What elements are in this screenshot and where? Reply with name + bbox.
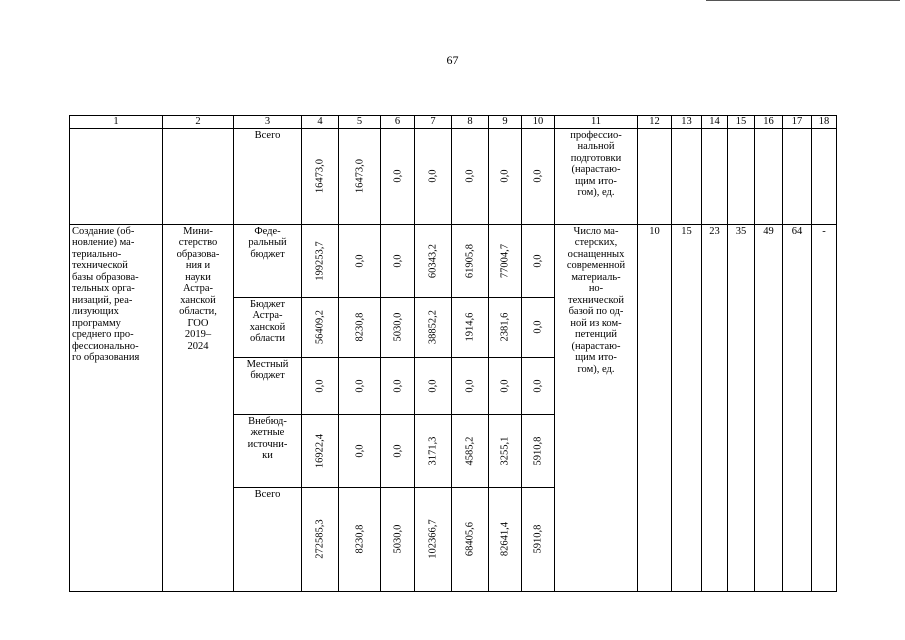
value-cell: 16922,4 (302, 414, 339, 487)
header-cell: 8 (452, 116, 489, 129)
source-cell: Бюджет Астра- ханской области (234, 297, 302, 357)
header-cell: 6 (381, 116, 415, 129)
value-cell: 2381,6 (489, 297, 522, 357)
value-cell: 0,0 (415, 128, 452, 224)
value-cell: 102366,7 (415, 487, 452, 591)
header-cell: 17 (783, 116, 812, 129)
value-cell: 1914,6 (452, 297, 489, 357)
value-cell: 0,0 (381, 414, 415, 487)
source-cell: Внебюд- жетные источни- ки (234, 414, 302, 487)
header-cell: 3 (234, 116, 302, 129)
empty-cell (728, 128, 755, 224)
value-cell: 0,0 (489, 357, 522, 414)
header-cell: 12 (638, 116, 672, 129)
value-cell: 8230,8 (339, 487, 381, 591)
value-cell: 0,0 (415, 357, 452, 414)
value-cell: 5910,8 (522, 414, 555, 487)
value-cell: 82641,4 (489, 487, 522, 591)
measure-name-cell: Создание (об- новление) ма- териально- технической базы образова- тельных орга- низаций, реа- лизующих программу среднего про- фессионально- го образования (70, 224, 163, 591)
target-value-cell: - (812, 224, 837, 591)
header-cell: 9 (489, 116, 522, 129)
value-cell: 0,0 (339, 414, 381, 487)
source-cell: Феде- ральный бюджет (234, 224, 302, 297)
value-cell: 0,0 (302, 357, 339, 414)
header-cell: 2 (163, 116, 234, 129)
value-cell: 61905,8 (452, 224, 489, 297)
header-cell: 5 (339, 116, 381, 129)
target-value-cell: 10 (638, 224, 672, 591)
value-cell: 4585,2 (452, 414, 489, 487)
value-cell: 5030,0 (381, 297, 415, 357)
header-cell: 7 (415, 116, 452, 129)
header-cell: 18 (812, 116, 837, 129)
financing-table (69, 115, 837, 592)
executor-cell: Мини- стерство образова- ния и науки Астра- ханской области, ГОО 2019– 2024 (163, 224, 234, 591)
value-cell: 0,0 (452, 128, 489, 224)
value-cell: 60343,2 (415, 224, 452, 297)
empty-cell (702, 128, 728, 224)
header-cell: 1 (70, 116, 163, 129)
header-cell: 11 (555, 116, 638, 129)
empty-cell (638, 128, 672, 224)
header-row (70, 116, 837, 129)
value-cell: 0,0 (489, 128, 522, 224)
value-cell: 38852,2 (415, 297, 452, 357)
indicator-cell: профессио- нальной подготовки (нарастаю- щим ито- гом), ед. (555, 128, 638, 224)
header-cell: 10 (522, 116, 555, 129)
value-cell: 0,0 (452, 357, 489, 414)
value-cell: 16473,0 (302, 128, 339, 224)
header-cell: 13 (672, 116, 702, 129)
page-number: 67 (446, 53, 459, 67)
source-row (70, 224, 837, 297)
source-cell: Всего (234, 487, 302, 591)
value-cell: 0,0 (522, 128, 555, 224)
value-cell: 3255,1 (489, 414, 522, 487)
empty-cell (755, 128, 783, 224)
empty-cell (672, 128, 702, 224)
value-cell: 0,0 (339, 224, 381, 297)
header-cell: 4 (302, 116, 339, 129)
value-cell: 77004,7 (489, 224, 522, 297)
value-cell: 56409,2 (302, 297, 339, 357)
header-cell: 14 (702, 116, 728, 129)
value-cell: 3171,3 (415, 414, 452, 487)
empty-cell (812, 128, 837, 224)
value-cell: 199253,7 (302, 224, 339, 297)
value-cell: 0,0 (381, 224, 415, 297)
empty-cell (163, 128, 234, 224)
target-value-cell: 49 (755, 224, 783, 591)
value-cell: 8230,8 (339, 297, 381, 357)
value-cell: 0,0 (381, 357, 415, 414)
indicator-cell: Число ма- стерских, оснащенных современной материаль- но- технической базой по од- ной из ком- петенций (нарастаю- щим ито- гом), ед. (555, 224, 638, 591)
header-cell: 15 (728, 116, 755, 129)
header-cell: 16 (755, 116, 783, 129)
value-cell: 0,0 (522, 357, 555, 414)
top-rule (706, 0, 900, 1)
target-value-cell: 35 (728, 224, 755, 591)
source-cell: Местный бюджет (234, 357, 302, 414)
value-cell: 272585,3 (302, 487, 339, 591)
value-cell: 0,0 (339, 357, 381, 414)
empty-cell (783, 128, 812, 224)
target-value-cell: 64 (783, 224, 812, 591)
value-cell: 5910,8 (522, 487, 555, 591)
target-value-cell: 15 (672, 224, 702, 591)
empty-cell (70, 128, 163, 224)
value-cell: 0,0 (522, 297, 555, 357)
value-cell: 16473,0 (339, 128, 381, 224)
source-cell: Всего (234, 128, 302, 224)
value-cell: 0,0 (381, 128, 415, 224)
value-cell: 68405,6 (452, 487, 489, 591)
prev-block-row (70, 128, 837, 224)
target-value-cell: 23 (702, 224, 728, 591)
value-cell: 5030,0 (381, 487, 415, 591)
value-cell: 0,0 (522, 224, 555, 297)
